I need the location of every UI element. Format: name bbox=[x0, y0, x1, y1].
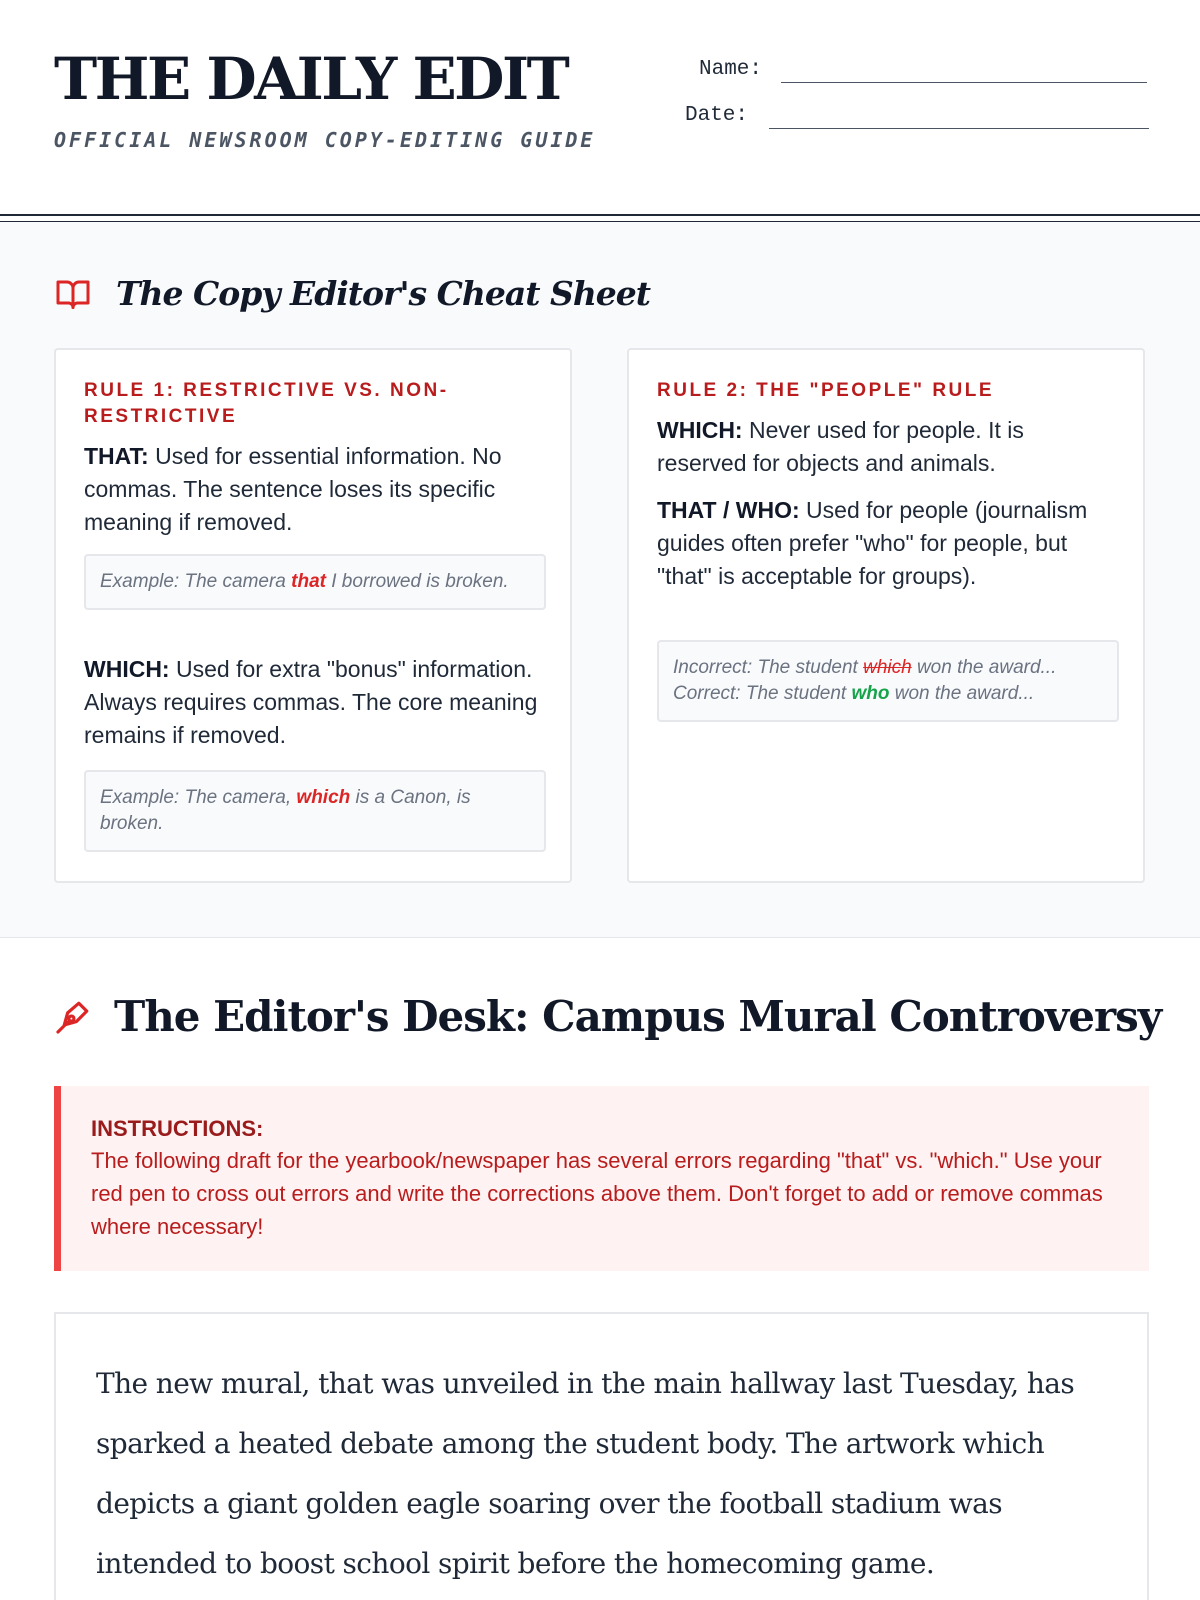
header-divider bbox=[0, 214, 1200, 222]
example-text: I borrowed is broken. bbox=[325, 571, 509, 592]
struck-which: which bbox=[863, 657, 912, 678]
name-blank-line[interactable] bbox=[781, 82, 1147, 83]
masthead: THE DAILY EDIT bbox=[54, 45, 568, 113]
example-text: Incorrect: The student bbox=[673, 657, 864, 678]
which-description: Used for extra "bonus" information. Always requires commas. The core meaning remains if removed. bbox=[84, 656, 538, 748]
rule-2-thatwho-definition bbox=[657, 494, 1119, 593]
example-text: Example: The camera bbox=[100, 571, 292, 592]
instructions-box bbox=[54, 1086, 1149, 1271]
cheat-sheet-title: The Copy Editor's Cheat Sheet bbox=[116, 274, 651, 313]
rule-2-which-definition bbox=[657, 414, 1119, 480]
example-text: Correct: The student bbox=[673, 683, 852, 704]
that-description: Used for essential information. No commas. The sentence loses its specific meaning if removed. bbox=[84, 443, 502, 535]
which-example bbox=[84, 770, 546, 852]
editors-desk-title: The Editor's Desk: Campus Mural Controversy bbox=[114, 992, 1162, 1041]
which-term: WHICH: bbox=[657, 417, 743, 443]
instructions-label: INSTRUCTIONS: bbox=[91, 1116, 264, 1141]
cheat-sheet-section bbox=[0, 222, 1200, 938]
name-field[interactable] bbox=[699, 58, 762, 81]
example-text: won the award... bbox=[911, 657, 1057, 678]
that-term: THAT: bbox=[84, 443, 149, 469]
example-text: won the award... bbox=[889, 683, 1035, 704]
highlighted-who: who bbox=[851, 683, 890, 704]
highlighted-that: that bbox=[291, 571, 326, 592]
highlighted-which: which bbox=[296, 787, 351, 808]
instructions-text: The following draft for the yearbook/newspaper has several errors regarding "that" vs. "which." Use your red pen to cross out errors and write the corrections above them. Don't forget to add or remove commas where necessary! bbox=[91, 1148, 1103, 1239]
which-term: WHICH: bbox=[84, 656, 170, 682]
example-text: Example: The camera, bbox=[100, 787, 297, 808]
example-text: is a Canon, is broken. bbox=[100, 787, 471, 834]
page-header bbox=[0, 0, 1200, 222]
correct-example bbox=[673, 681, 1103, 707]
that-who-description: Used for people (journalism guides often prefer "who" for people, but "that" is acceptable for groups). bbox=[657, 497, 1088, 589]
tagline: OFFICIAL NEWSROOM COPY-EDITING GUIDE bbox=[54, 128, 596, 152]
rule-1-which-definition bbox=[84, 653, 546, 752]
book-open-icon bbox=[54, 276, 92, 312]
rule-2-card bbox=[627, 348, 1145, 883]
rule-2-heading: RULE 2: THE "PEOPLE" RULE bbox=[657, 380, 995, 401]
pen-nib-icon bbox=[54, 998, 92, 1036]
draft-article[interactable] bbox=[54, 1312, 1149, 1600]
rule-1-heading: RULE 1: RESTRICTIVE VS. NON-RESTRICTIVE bbox=[84, 380, 449, 427]
name-label: Name: bbox=[699, 58, 763, 81]
incorrect-example bbox=[673, 655, 1103, 681]
date-blank-line[interactable] bbox=[769, 128, 1149, 129]
which-description: Never used for people. It is reserved for objects and animals. bbox=[657, 417, 1024, 476]
date-field[interactable] bbox=[685, 104, 748, 127]
date-label: Date: bbox=[685, 104, 749, 127]
rule-1-that-definition bbox=[84, 440, 546, 539]
that-who-term: THAT / WHO: bbox=[657, 497, 800, 523]
people-rule-example bbox=[657, 640, 1119, 722]
rule-1-card bbox=[54, 348, 572, 883]
that-example bbox=[84, 554, 546, 610]
article-paragraph[interactable]: The new mural, that was unveiled in the main hallway last Tuesday, has sparked a heated debate among the student body. The artwork which depicts a giant golden eagle soaring over the football stadium was intended to boost school spirit before the homecoming game. bbox=[96, 1367, 1075, 1580]
